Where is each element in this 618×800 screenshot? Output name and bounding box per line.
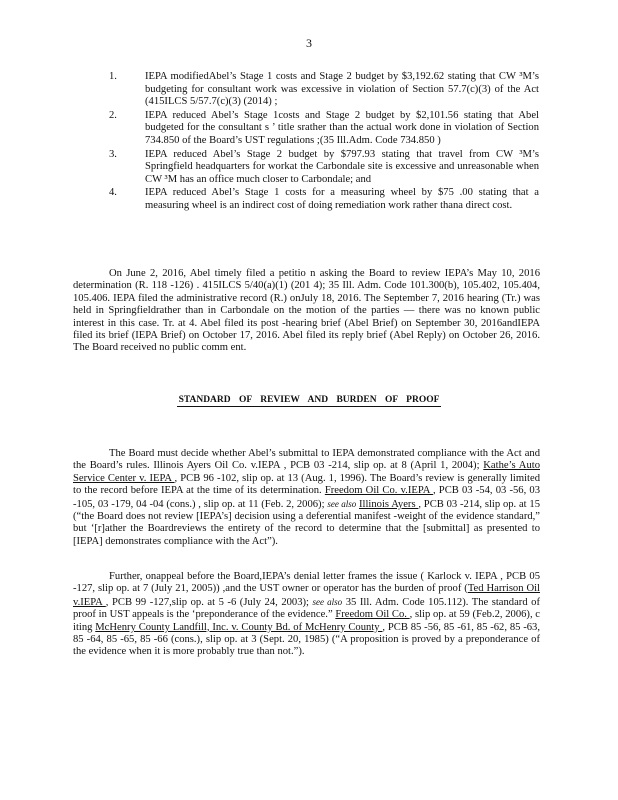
list-item-number: 4. [109,187,117,199]
numbered-list [109,71,539,214]
paragraph-text: , PCB 85 -56, 85 -61, 85 -62, 85 -63, 85 -64, 85 -65, 85 -66 (cons.), slip op. at 3 (Sept. 20, 1985) (“A proposition is proved by a preponderance of the evidence when it is more probably true than not.”). [73,621,541,658]
list-item-number: 1. [109,71,117,82]
section-heading-text: STANDARD OF REVIEW AND BURDEN OF PROOF [178,395,440,405]
case-citation: Ted Harrison Oil v.IEPA [73,583,540,608]
procedural-history-paragraph: On June 2, 2016, Abel timely filed a petitio n asking the Board to review IEPA’s May 10, 2016 determination (R. 118 -126) . 415ILCS 5/40(a)(1) (201 4); 35 Ill. Adm. Code 101.300(b), 105.402, 105.404, 105.406. IEPA filed the administrative record (R.) onJuly 18, 2016. The September 7, 2016 hearing (Tr.) was held in Springfieldrather than in Carbondale on the motion of the parties — there was no known public interest in this case. Tr. at 4. Abel filed its post -hearing brief (Abel Brief) on September 30, 2016andIEPA filed its brief (IEPA Brief) on October 17, 2016. Abel filed its reply brief (Abel Reply) on October 26, 2016. The Board received no public comm ent. [73,268,540,354]
paragraph-text: The Board must decide whether Abel’s submittal to IEPA demonstrated compliance with the Act and the Board’s rules. Illinois Ayers Oil Co. v.IEPA , PCB 03 -214, slip op. at 8 (April 1, 2004); [73,448,540,472]
list-item [109,187,539,212]
case-citation: Illinois Ayers [359,498,419,510]
list-item-text: IEPA reduced Abel’s Stage 1 costs for a measuring wheel by $75 .00 stating that a measuring wheel is an indirect cost of doing remediation work rather thana direct cost. [145,187,539,211]
paragraph-text: , PCB 03 -214, slip op. at 15 (“the Board does not review [IEPA’s] decision using a deferential manifest -weight of the evidence standard,” but ‘[r]ather the Boardreviews the entirety of the record to determine that the [submittal] as presented to [IEPA] demonstrates compliance with the Act”). [73,498,540,547]
section-heading [0,395,618,405]
case-citation: Kathe’s Auto Service Center v. IEPA [73,460,540,484]
standard-of-review-paragraph [73,448,540,548]
list-item-text: IEPA reduced Abel’s Stage 2 budget by $797.93 stating that travel from CW ³M’s Springfield headquarters for workat the Carbondale site is excessive and unreasonable when CW ³M has an office much closer to Carbondale; and [145,148,539,185]
burden-of-proof-paragraph [73,571,540,659]
case-citation: McHenry County Landfill, Inc. v. County Bd. of McHenry County [95,621,383,633]
paragraph-text: , PCB 96 -102, slip op. at 13 (Aug. 1, 1996). The Board’s review is generally limited to the record before IEPA at the time of its determination. [73,472,540,497]
list-item [109,71,539,109]
list-item [109,110,539,148]
signal-see-also: see also [312,596,343,607]
case-citation: Freedom Oil Co. v.IEPA [324,485,433,497]
list-item-number: 2. [109,109,117,121]
paragraph-text: Further, onappeal before the Board,IEPA’s denial letter frames the issue ( Karlock v. IEPA , PCB 05 -127, slip op. at 7 (July 21, 2005)) ,and the UST owner or operator has the burden of proof ( [73,571,540,595]
list-item-text: IEPA modifiedAbel’s Stage 1 costs and Stage 2 budget by $3,192.62 stating that CW ³M’s budgeting for consultant work was excessive in violation of Section 57.7(c)(3) of the Act (415ILCS 5/57.7(c)(3) (2014) ; [145,71,539,108]
paragraph-text: 35 Ill. Adm. Code 105.112). The standard of proof in UST appeals is the ‘preponderance of the evidence.” [73,596,540,621]
list-item [109,149,539,187]
page-number: 3 [306,36,312,50]
list-item-number: 3. [109,148,117,160]
signal-see-also: see also [327,498,357,509]
paragraph-text: , slip op. at 59 (Feb.2, 2006), c iting [73,609,540,633]
case-citation: Freedom Oil Co. [335,609,410,621]
list-item-text: IEPA reduced Abel’s Stage 1costs and Stage 2 budget by $2,101.56 stating that Abel budgeted for the consultant s ’ title srather than the actual work done in violation of Section 734.850 of the Board’s UST regulations ;(35 Ill.Adm. Code 734.850 ) [145,109,539,146]
paragraph-text: , PCB 03 -54, 03 -56, 03 -105, 03 -179, 04 -04 (cons.) , slip op. at 11 (Feb. 2, 2006); [73,485,540,510]
paragraph-text: , PCB 99 -127,slip op. at 5 -6 (July 24, 2003); [105,596,313,608]
